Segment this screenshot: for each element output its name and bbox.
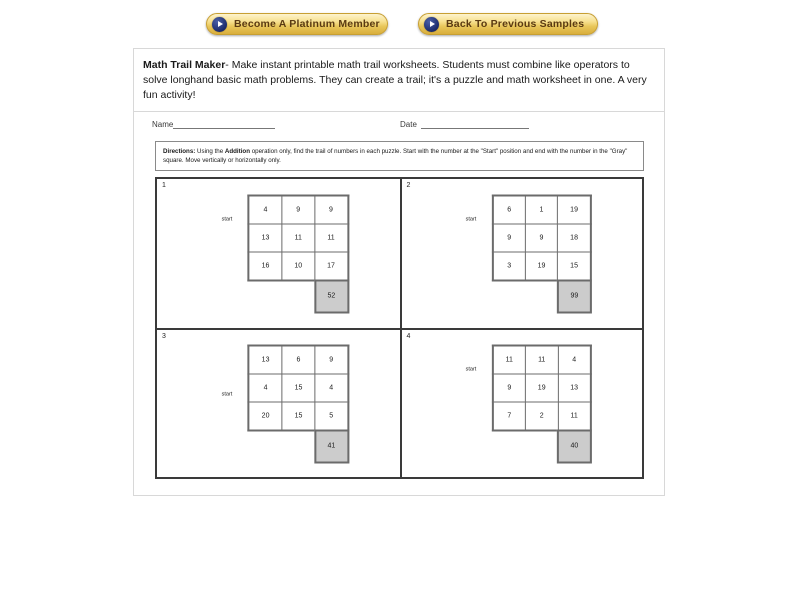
puzzle-quadrant-4 <box>400 328 643 477</box>
puzzle-grid-container <box>155 177 644 479</box>
answer-cell[interactable]: 99 <box>557 279 592 313</box>
cell[interactable]: 13 <box>249 224 282 252</box>
directions-text-part-2: operation only, find the trail of numbers in each puzzle. Start with the number at the "Start" position and end with the number in the "Gray" square. Move vertically or horizontally only. <box>163 148 628 164</box>
cell[interactable]: 16 <box>249 252 282 281</box>
worksheet-panel <box>133 48 665 496</box>
cell[interactable]: 13 <box>249 345 282 374</box>
puzzle-3-answer-row <box>248 429 349 463</box>
date-input-line[interactable] <box>421 119 529 129</box>
table-row <box>249 224 348 252</box>
table-row <box>249 402 348 431</box>
cell[interactable]: 15 <box>282 374 315 402</box>
table-row <box>493 374 591 402</box>
cell[interactable]: 4 <box>249 195 282 224</box>
puzzle-1-answer-row <box>248 279 349 313</box>
table-row <box>493 402 591 431</box>
start-label-3: start <box>221 391 233 397</box>
start-label-2: start <box>465 216 477 222</box>
puzzle-number-4: 4 <box>406 333 411 340</box>
answer-cell[interactable]: 40 <box>557 429 592 463</box>
cell[interactable]: 18 <box>558 224 591 252</box>
back-to-previous-samples-button[interactable] <box>418 13 598 35</box>
cell[interactable]: 19 <box>525 252 558 281</box>
table-row <box>493 195 591 224</box>
table-row <box>493 345 591 374</box>
cell[interactable]: 19 <box>525 374 557 402</box>
puzzle-4-grid <box>492 344 592 431</box>
cell[interactable]: 6 <box>493 195 526 224</box>
cell[interactable]: 7 <box>493 402 526 431</box>
directions-label: Directions: <box>163 148 196 155</box>
become-platinum-member-button[interactable] <box>206 13 388 35</box>
cell[interactable]: 9 <box>525 224 558 252</box>
cell[interactable]: 11 <box>558 402 591 431</box>
cell[interactable]: 2 <box>525 402 557 431</box>
cell[interactable]: 5 <box>315 402 348 431</box>
cell[interactable]: 17 <box>315 252 348 281</box>
play-circle-icon <box>424 17 439 32</box>
cell[interactable]: 20 <box>249 402 282 431</box>
worksheet-title: Math Trail Maker <box>143 59 226 71</box>
puzzle-1-grid <box>248 194 349 281</box>
puzzle-number-2: 2 <box>406 182 411 189</box>
cell[interactable]: 11 <box>282 224 315 252</box>
cell[interactable]: 4 <box>249 374 282 402</box>
puzzle-quadrant-1 <box>157 179 400 328</box>
become-platinum-member-label: Become A Platinum Member <box>234 18 380 30</box>
intro-divider <box>134 111 664 112</box>
table-row <box>249 374 348 402</box>
puzzle-quadrant-2 <box>400 179 643 328</box>
puzzle-4 <box>465 344 592 463</box>
table-row <box>493 252 591 281</box>
directions-operation: Addition <box>224 148 250 155</box>
worksheet-description: - Make instant printable math trail worksheets. Students must combine like operators to solve longhand basic math problems. They can create a trail; it's a puzzle and math worksheet in one. A very fun activity! <box>143 59 647 101</box>
cell[interactable]: 19 <box>558 195 591 224</box>
worksheet-intro <box>143 58 655 103</box>
puzzle-3 <box>221 344 349 463</box>
back-to-previous-samples-label: Back To Previous Samples <box>446 18 585 30</box>
puzzle-2 <box>465 194 592 313</box>
cell[interactable]: 15 <box>558 252 591 281</box>
puzzle-2-grid <box>492 194 592 281</box>
table-row <box>249 252 348 281</box>
table-row <box>493 224 591 252</box>
name-field-group <box>152 119 275 129</box>
puzzle-4-answer-row <box>492 429 592 463</box>
name-date-row <box>152 119 652 135</box>
directions-text-part-1: Using the <box>195 148 225 155</box>
cell[interactable]: 9 <box>282 195 315 224</box>
cell[interactable]: 9 <box>493 374 526 402</box>
cell[interactable]: 10 <box>282 252 315 281</box>
top-button-bar <box>0 13 800 39</box>
cell[interactable]: 9 <box>315 195 348 224</box>
date-field-group <box>400 119 529 129</box>
cell[interactable]: 4 <box>315 374 348 402</box>
cell[interactable]: 9 <box>493 224 526 252</box>
table-row <box>249 345 348 374</box>
play-circle-icon <box>212 17 227 32</box>
cell[interactable]: 1 <box>525 195 558 224</box>
cell[interactable]: 3 <box>493 252 526 281</box>
puzzle-number-1: 1 <box>162 182 166 189</box>
cell[interactable]: 11 <box>315 224 348 252</box>
cell[interactable]: 15 <box>282 402 315 431</box>
start-label-1: start <box>221 216 233 222</box>
start-label-4: start <box>465 366 477 372</box>
date-label: Date <box>400 120 417 129</box>
cell[interactable]: 11 <box>493 345 526 374</box>
cell[interactable]: 9 <box>315 345 348 374</box>
cell[interactable]: 6 <box>282 345 315 374</box>
name-input-line[interactable] <box>173 119 275 129</box>
name-label: Name <box>152 120 174 129</box>
cell[interactable]: 11 <box>525 345 557 374</box>
puzzle-quadrant-3 <box>157 328 400 477</box>
puzzle-3-grid <box>248 344 349 431</box>
directions-box <box>155 141 644 171</box>
puzzle-1 <box>221 194 349 313</box>
cell[interactable]: 4 <box>558 345 591 374</box>
answer-cell[interactable]: 52 <box>314 279 349 313</box>
puzzle-number-3: 3 <box>162 333 166 340</box>
answer-cell[interactable]: 41 <box>314 429 349 463</box>
cell[interactable]: 13 <box>558 374 591 402</box>
table-row <box>249 195 348 224</box>
puzzle-2-answer-row <box>492 279 592 313</box>
